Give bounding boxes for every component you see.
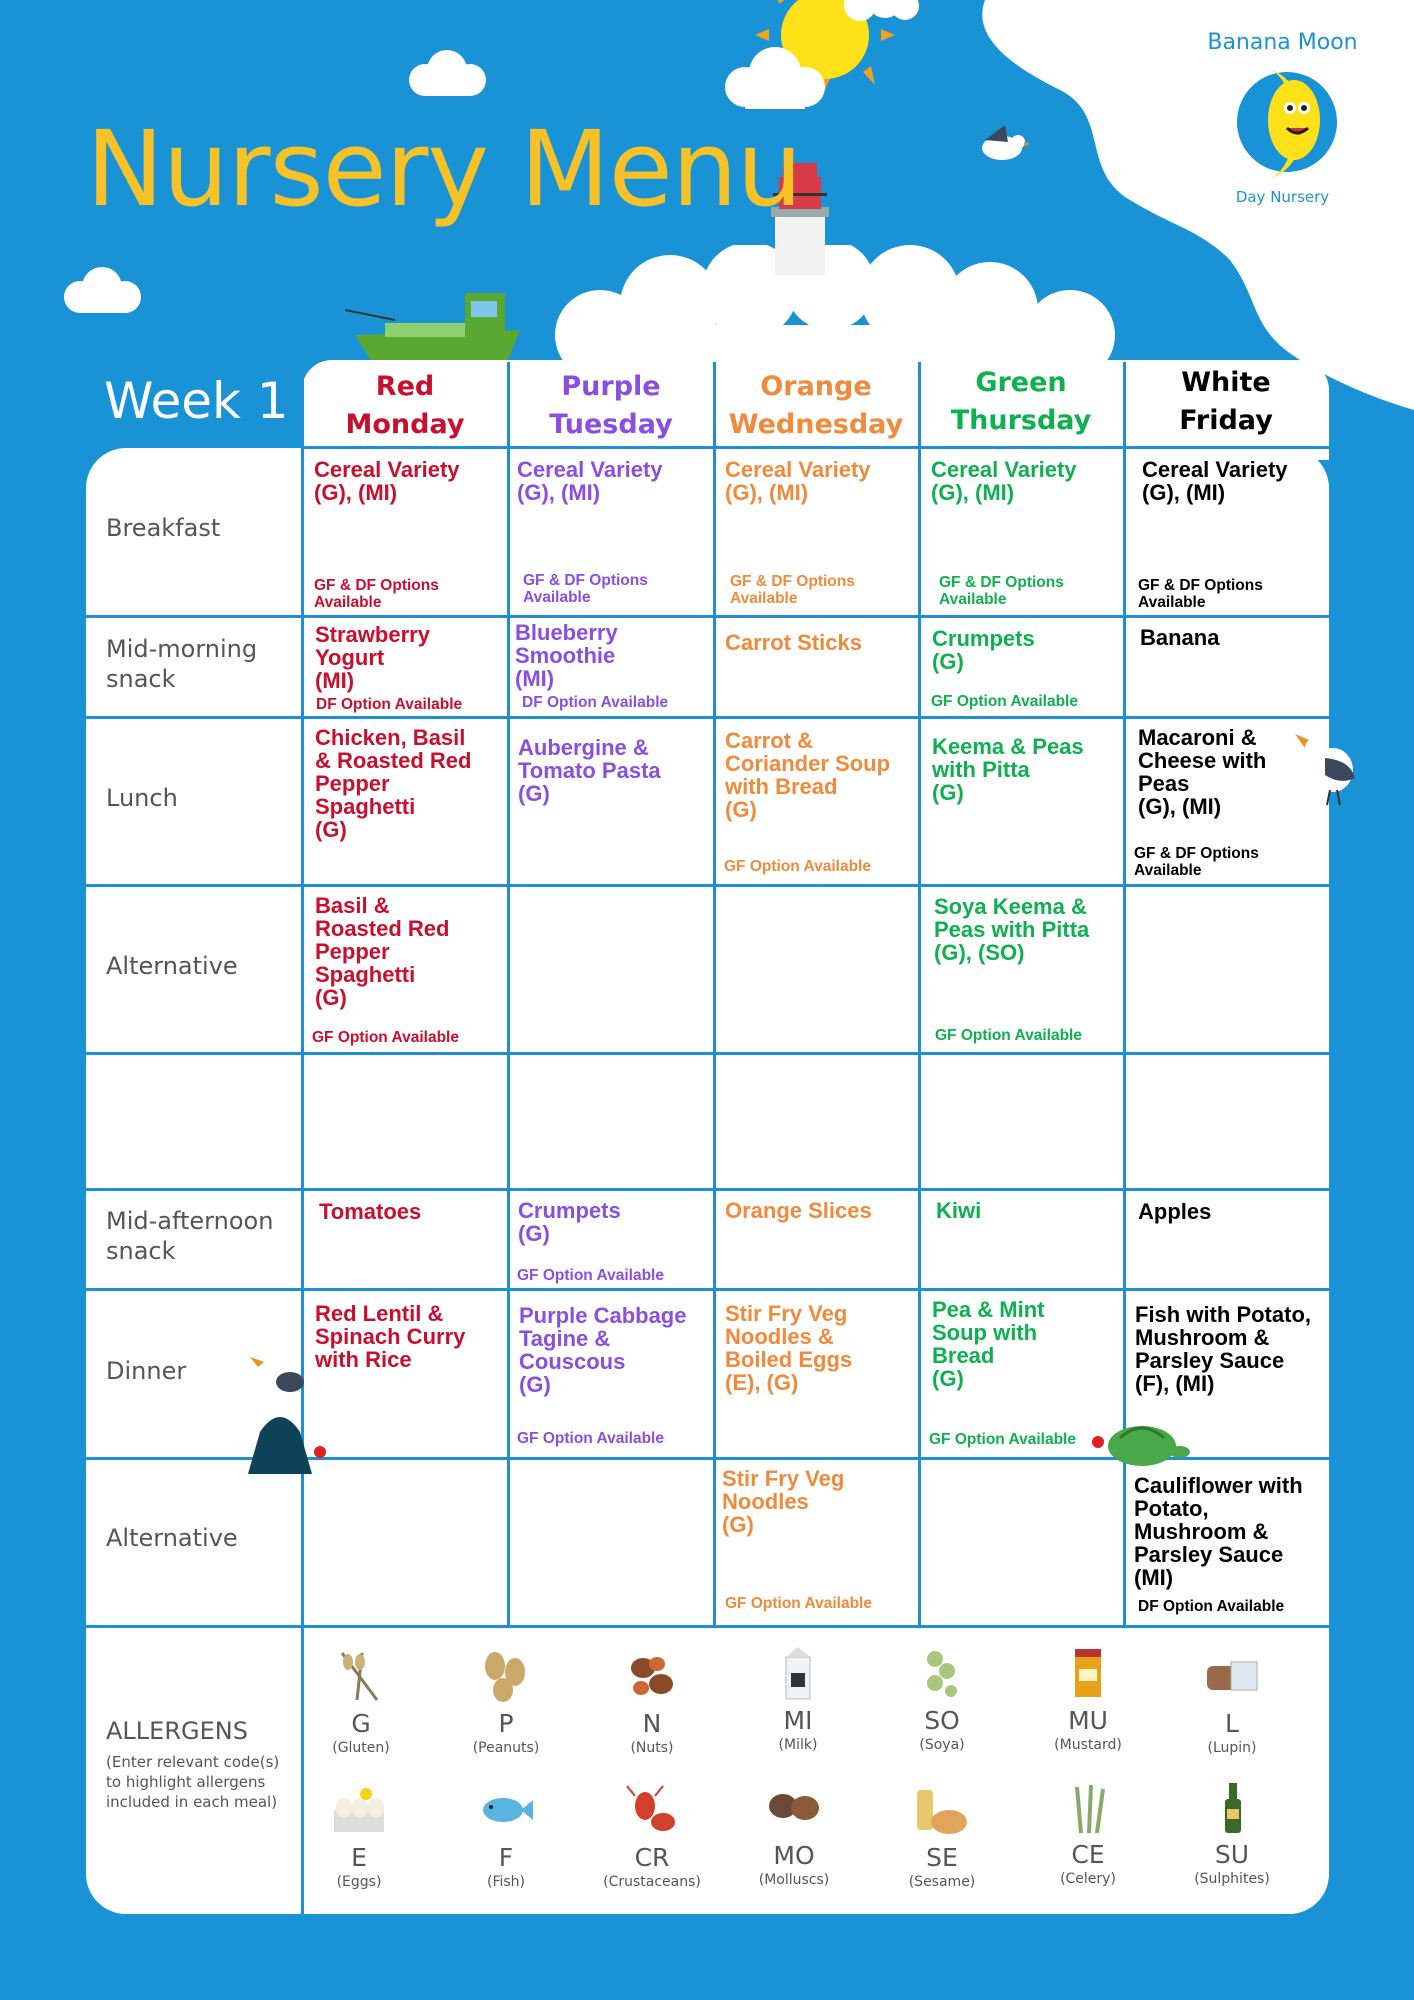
menu-item: Kiwi — [936, 1198, 982, 1223]
day-header-thursday: Green Thursday — [950, 367, 1092, 436]
row-label-dinner: Dinner — [106, 1357, 187, 1385]
menu-item: Cereal Variety (G), (MI) — [725, 457, 871, 505]
menu-item: Red Lentil & Spinach Curry with Rice — [315, 1301, 466, 1372]
option-note: GF Option Available — [931, 693, 1078, 710]
column-divider — [713, 362, 716, 1626]
row-divider — [86, 1625, 1329, 1628]
column-divider — [507, 362, 510, 1626]
allergen-sesame: SE (Sesame) — [882, 1782, 1002, 1891]
menu-item: Cereal Variety (G), (MI) — [931, 457, 1077, 505]
menu-item: Orange Slices — [725, 1198, 872, 1223]
moon-icon — [1232, 60, 1337, 185]
peanut-icon — [477, 1648, 535, 1704]
allergen-nuts: N (Nuts) — [592, 1648, 712, 1757]
allergen-lupin: L (Lupin) — [1172, 1648, 1292, 1757]
row-label-midmorning: Mid-morning snack — [106, 635, 258, 693]
row-label-breakfast: Breakfast — [106, 514, 221, 542]
menu-item: Cereal Variety (G), (MI) — [314, 457, 460, 505]
menu-item: Blueberry Smoothie (MI) — [515, 620, 618, 691]
option-note: DF Option Available — [1138, 1598, 1285, 1615]
row-divider — [302, 446, 1329, 449]
option-note: DF Option Available — [522, 694, 669, 711]
menu-item: Crumpets (G) — [932, 626, 1035, 674]
menu-item: Purple Cabbage Tagine & Couscous (G) — [519, 1303, 687, 1397]
day-header-friday: White Friday — [1179, 367, 1273, 436]
row-divider — [86, 1052, 1329, 1055]
row-label-alternative: Alternative — [106, 1524, 238, 1552]
allergens-title: ALLERGENS — [106, 1717, 248, 1745]
row-label-midafternoon: Mid-afternoon snack — [106, 1207, 274, 1265]
menu-item: Carrot Sticks — [725, 630, 862, 655]
menu-item: Cereal Variety (G), (MI) — [517, 457, 663, 505]
menu-item: Fish with Potato, Mushroom & Parsley Sauce (F), (MI) — [1135, 1302, 1311, 1396]
menu-item: Banana — [1140, 625, 1220, 650]
option-note: GF & DF Options Available — [730, 573, 855, 607]
banana-moon-logo — [1200, 30, 1365, 220]
row-label-alternative: Alternative — [106, 952, 238, 980]
fish-icon — [477, 1782, 535, 1838]
menu-item: Stir Fry Veg Noodles (G) — [722, 1466, 845, 1537]
lupin-icon — [1203, 1648, 1261, 1704]
option-note: GF Option Available — [312, 1029, 459, 1046]
allergen-sulphites: SU (Sulphites) — [1172, 1779, 1292, 1888]
menu-item: Basil & Roasted Red Pepper Spaghetti (G) — [315, 893, 450, 1010]
menu-item: Tomatoes — [319, 1199, 422, 1224]
option-note: GF & DF Options Available — [939, 574, 1064, 608]
allergen-peanuts: P (Peanuts) — [446, 1648, 566, 1757]
cloud-bank — [540, 245, 1140, 375]
wine-icon — [1203, 1779, 1261, 1835]
menu-item: Cauliflower with Potato, Mushroom & Parsley Sauce (MI) — [1134, 1473, 1303, 1590]
row-divider — [86, 1288, 1329, 1291]
mustard-icon — [1059, 1645, 1117, 1701]
logo-subtitle: Day Nursery — [1235, 188, 1330, 206]
menu-item: Pea & Mint Soup with Bread (G) — [932, 1297, 1045, 1391]
column-divider — [918, 362, 921, 1626]
option-note: GF Option Available — [725, 1595, 872, 1612]
option-note: GF & DF Options Available — [523, 572, 648, 606]
mollusc-icon — [765, 1780, 823, 1836]
option-note: GF Option Available — [929, 1431, 1076, 1448]
menu-item: Strawberry Yogurt (MI) — [315, 622, 430, 693]
allergen-milk: MI (Milk) — [738, 1645, 858, 1754]
option-note: GF Option Available — [517, 1267, 664, 1284]
wheat-icon — [332, 1648, 390, 1704]
cloud-icon — [60, 265, 145, 315]
sesame-icon — [913, 1782, 971, 1838]
allergen-fish: F (Fish) — [446, 1782, 566, 1891]
eggs-icon — [330, 1782, 388, 1838]
option-note: GF & DF Options Available — [1134, 845, 1259, 879]
allergen-celery: CE (Celery) — [1028, 1779, 1148, 1888]
page-title: Nursery Menu — [86, 108, 802, 230]
seagull-icon — [970, 120, 1030, 165]
menu-item: Crumpets (G) — [518, 1198, 621, 1246]
menu-item: Macaroni & Cheese with Peas (G), (MI) — [1138, 725, 1267, 819]
option-note: GF Option Available — [517, 1430, 664, 1447]
boat-icon — [345, 275, 525, 370]
allergen-eggs: E (Eggs) — [299, 1782, 419, 1891]
allergen-gluten: G (Gluten) — [301, 1648, 421, 1757]
menu-item: Keema & Peas with Pitta (G) — [932, 734, 1084, 805]
menu-item: Stir Fry Veg Noodles & Boiled Eggs (E), (G) — [725, 1301, 853, 1395]
cloud-icon — [720, 45, 830, 110]
row-divider — [86, 615, 1329, 618]
menu-item: Carrot & Coriander Soup with Bread (G) — [725, 728, 891, 822]
nuts-icon — [623, 1648, 681, 1704]
option-note: GF & DF Options Available — [1138, 577, 1263, 611]
row-label-lunch: Lunch — [106, 784, 178, 812]
menu-item: Aubergine & Tomato Pasta (G) — [518, 735, 661, 806]
option-note: DF Option Available — [316, 696, 463, 713]
cloud-icon — [840, 0, 920, 25]
milk-icon — [769, 1645, 827, 1701]
crab-icon — [623, 1782, 681, 1838]
turtle-icon — [1090, 1418, 1190, 1468]
option-note: GF Option Available — [935, 1027, 1082, 1044]
row-divider — [86, 716, 1329, 719]
day-header-wednesday: Orange Wednesday — [728, 371, 904, 440]
menu-item: Apples — [1138, 1199, 1212, 1224]
allergen-molluscs: MO (Molluscs) — [734, 1780, 854, 1889]
day-header-monday: Red Monday — [345, 371, 465, 440]
option-note: GF Option Available — [724, 858, 871, 875]
week-title: Week 1 — [104, 372, 289, 430]
rock-bird-icon — [240, 1352, 330, 1474]
option-note: GF & DF Options Available — [314, 577, 439, 611]
allergen-soya: SO (Soya) — [882, 1645, 1002, 1754]
allergen-crustaceans: CR (Crustaceans) — [592, 1782, 712, 1891]
menu-item: Soya Keema & Peas with Pitta (G), (SO) — [934, 894, 1090, 965]
allergen-mustard: MU (Mustard) — [1028, 1645, 1148, 1754]
menu-item: Cereal Variety (G), (MI) — [1142, 457, 1288, 505]
logo-name: Banana Moon — [1207, 30, 1358, 55]
row-divider — [86, 884, 1329, 887]
day-header-tuesday: Purple Tuesday — [549, 371, 673, 440]
row-divider — [86, 1188, 1329, 1191]
cloud-icon — [405, 48, 490, 98]
allergens-note: (Enter relevant code(s) to highlight allergens included in each meal) — [106, 1753, 280, 1811]
menu-item: Chicken, Basil & Roasted Red Pepper Spaghetti (G) — [315, 725, 472, 842]
celery-icon — [1059, 1779, 1117, 1835]
soya-icon — [913, 1645, 971, 1701]
seagull-icon — [1295, 730, 1375, 810]
